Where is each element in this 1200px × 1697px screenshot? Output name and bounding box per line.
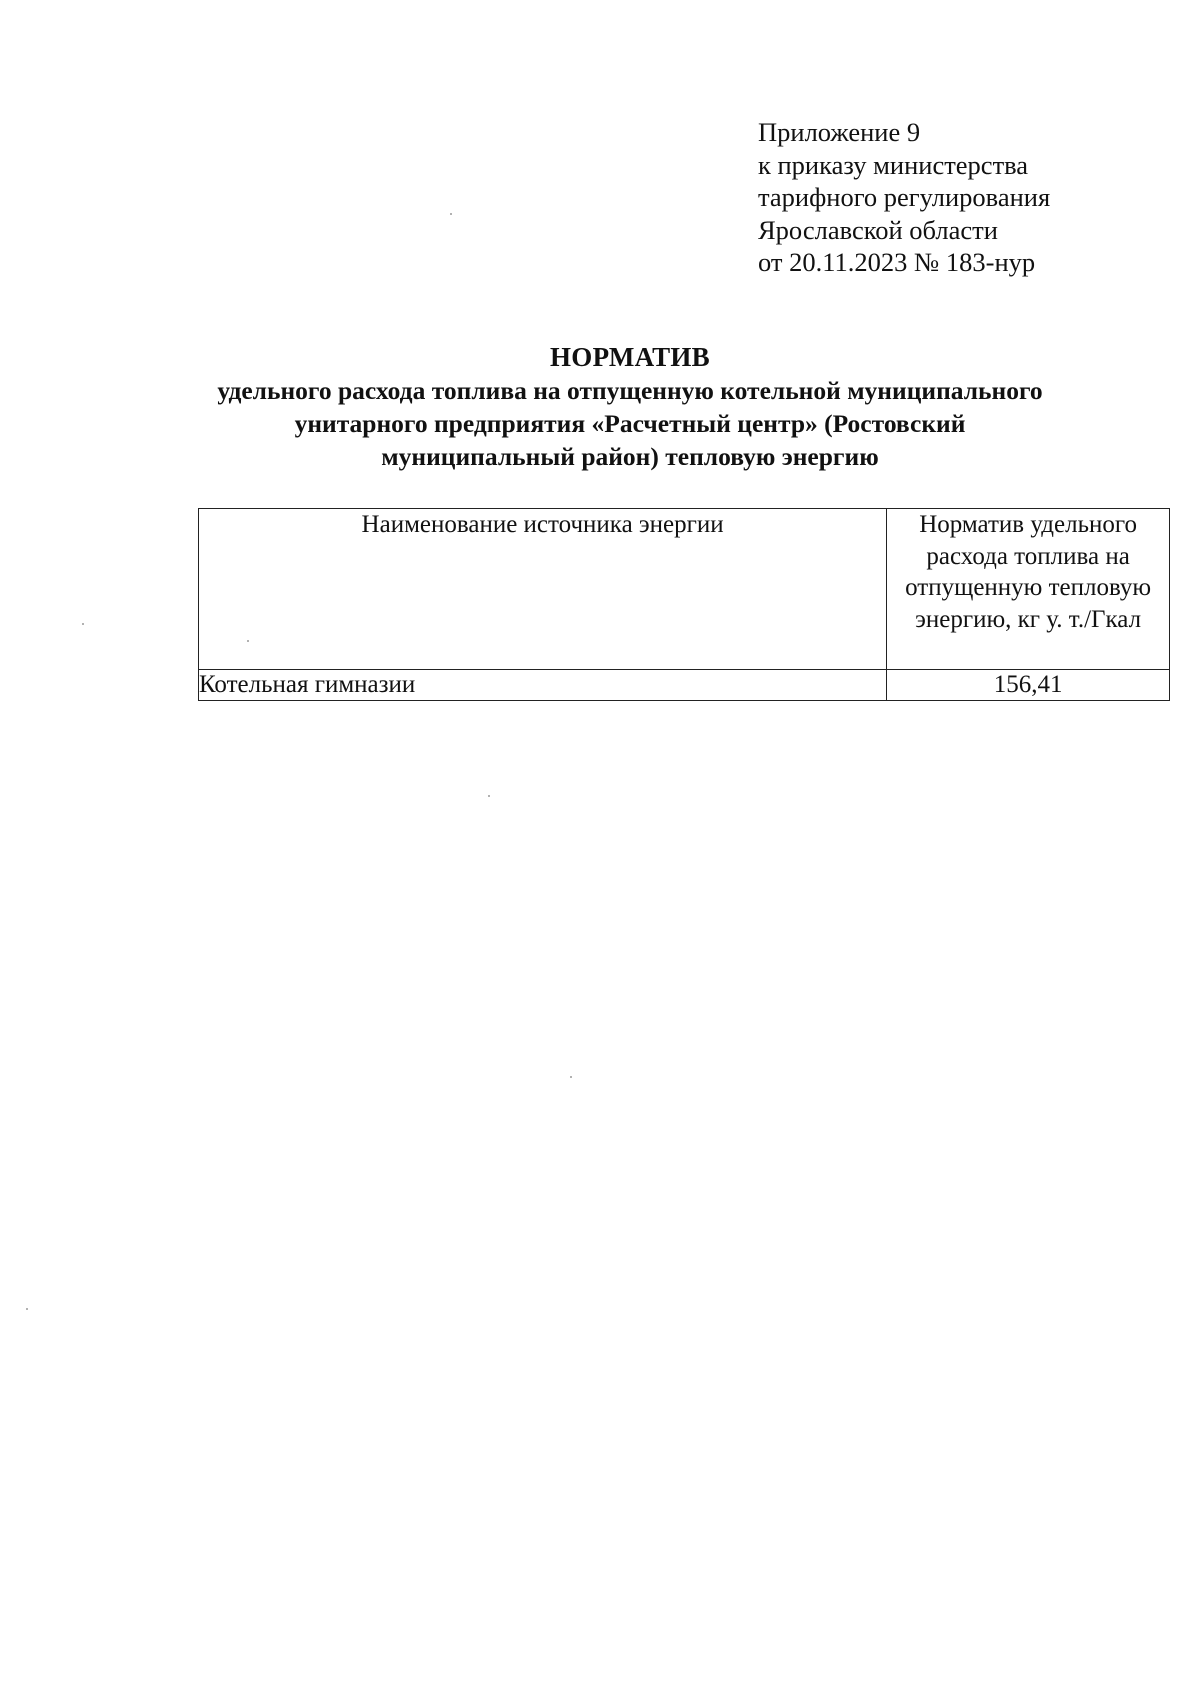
appendix-block bbox=[758, 116, 1050, 279]
appendix-line-region: Ярославской области bbox=[758, 214, 998, 245]
scan-speck bbox=[82, 623, 84, 625]
scan-speck bbox=[26, 1308, 28, 1310]
document-subtitle-line-1: удельного расхода топлива на отпущенную котельной муниципального bbox=[217, 376, 1043, 405]
table-header-row bbox=[199, 509, 1170, 670]
header-source-name: Наименование источника энергии bbox=[199, 509, 887, 670]
header-norm-value: Норматив удельного расхода топлива на отпущенную тепловую энергию, кг у. т./Гкал bbox=[887, 509, 1170, 670]
scan-speck bbox=[570, 1076, 572, 1078]
cell-source-name: Котельная гимназии bbox=[199, 670, 887, 701]
appendix-line-number: Приложение 9 bbox=[758, 117, 921, 147]
document-title-block bbox=[180, 340, 1080, 473]
appendix-line-order: к приказу министерства bbox=[758, 149, 1029, 180]
scan-speck bbox=[488, 795, 490, 797]
cell-norm-value: 156,41 bbox=[887, 670, 1170, 701]
table-row bbox=[199, 670, 1170, 701]
scan-speck bbox=[247, 640, 249, 642]
document-title: НОРМАТИВ bbox=[549, 342, 710, 372]
scan-speck bbox=[450, 213, 452, 215]
appendix-line-ministry: тарифного регулирования bbox=[758, 182, 1051, 212]
appendix-line-date: от 20.11.2023 № 183-нур bbox=[758, 247, 1036, 277]
document-subtitle-line-3: муниципальный район) тепловую энергию bbox=[381, 442, 879, 471]
norm-table bbox=[198, 508, 1170, 701]
document-subtitle-line-2: унитарного предприятия «Расчетный центр» (Ростовский bbox=[294, 409, 966, 438]
